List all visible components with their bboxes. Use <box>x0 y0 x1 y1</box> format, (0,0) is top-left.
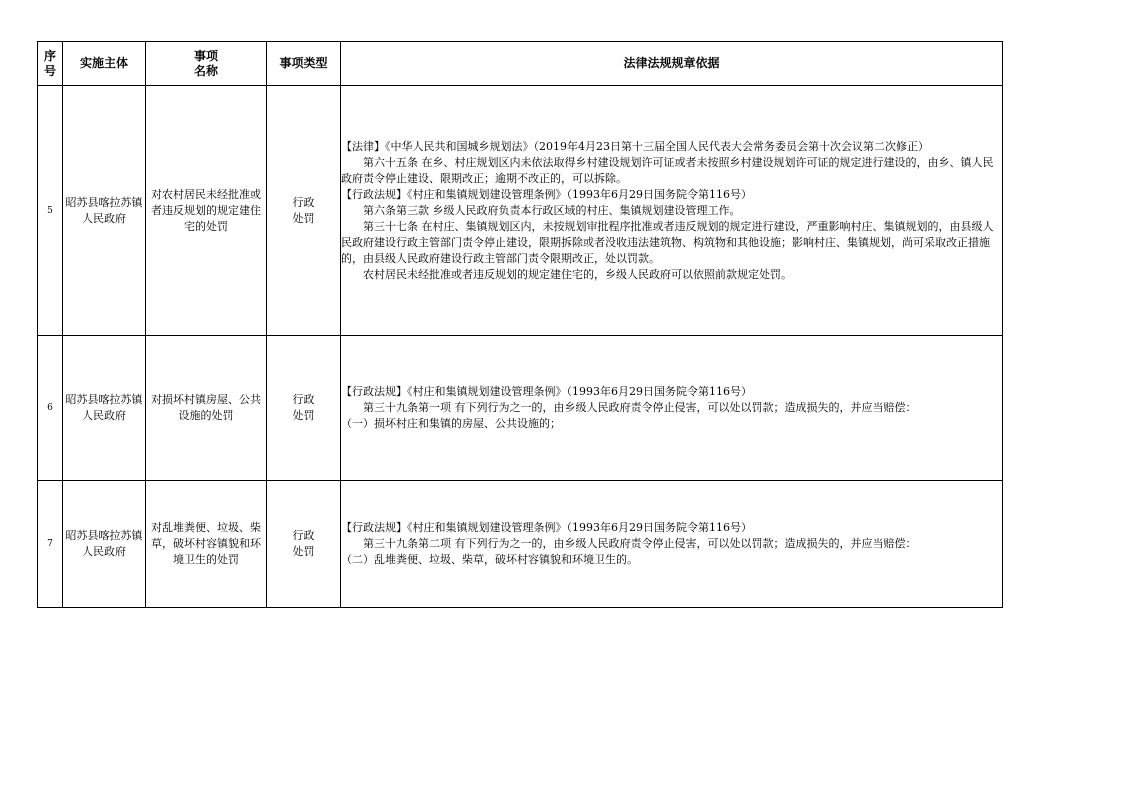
row-item: 对乱堆粪便、垃圾、柴草，破坏村容镇貌和环境卫生的处罚 <box>146 481 267 608</box>
table-row <box>38 86 1003 336</box>
header-seq: 序 号 <box>38 42 63 86</box>
row-type: 行政 处罚 <box>267 86 341 336</box>
header-basis: 法律法规规章依据 <box>341 42 1003 86</box>
row-basis <box>341 86 1003 336</box>
row-entity: 昭苏县喀拉苏镇人民政府 <box>63 336 146 481</box>
row-basis <box>341 481 1003 608</box>
basis-line: （一）损坏村庄和集镇的房屋、公共设施的； <box>341 417 561 430</box>
regulation-table <box>37 41 1003 608</box>
header-item: 事项 名称 <box>146 42 267 86</box>
basis-line: 第六条第三款 乡级人民政府负责本行政区域的村庄、集镇规划建设管理工作。 <box>363 203 741 217</box>
basis-line: 【行政法规】《村庄和集镇规划建设管理条例》（1993年6月29日国务院令第116号） <box>341 187 752 201</box>
basis-line: 【行政法规】《村庄和集镇规划建设管理条例》（1993年6月29日国务院令第116号） <box>341 385 752 398</box>
row-seq: 6 <box>38 336 63 481</box>
basis-line: 第三十九条第二项 有下列行为之一的，由乡级人民政府责令停止侵害，可以处以罚款；造成损失的，并应当赔偿： <box>363 537 917 550</box>
row-seq: 7 <box>38 481 63 608</box>
row-item: 对农村居民未经批准或者违反规划的规定建住宅的处罚 <box>146 86 267 336</box>
basis-line: 第六十五条 在乡、村庄规划区内未依法取得乡村建设规划许可证或者未按照乡村建设规划许可证的规定进行建设的，由乡、镇人民政府责令停止建设、限期改正；逾期不改正的，可以拆除。 <box>341 155 994 185</box>
row-entity: 昭苏县喀拉苏镇人民政府 <box>63 86 146 336</box>
row-entity: 昭苏县喀拉苏镇人民政府 <box>63 481 146 608</box>
header-row <box>38 42 1003 86</box>
row-seq: 5 <box>38 86 63 336</box>
header-entity: 实施主体 <box>63 42 146 86</box>
row-basis <box>341 336 1003 481</box>
basis-line: 农村居民未经批准或者违反规划的规定建住宅的，乡级人民政府可以依照前款规定处罚。 <box>363 267 792 281</box>
basis-line: 第三十九条第一项 有下列行为之一的，由乡级人民政府责令停止侵害，可以处以罚款；造成损失的，并应当赔偿： <box>363 401 917 414</box>
basis-line: 第三十七条 在村庄、集镇规划区内，未按规划审批程序批准或者违反规划的规定进行建设，严重影响村庄、集镇规划的，由县级人民政府建设行政主管部门责令停止建设，限期拆除或者没收违法建筑物、构筑物和其他设施；影响村庄、集镇规划，尚可采取改正措施的，由县级人民政府建设行政主管部门责令限期改正，处以罚款。 <box>341 219 994 265</box>
header-type: 事项类型 <box>267 42 341 86</box>
row-type: 行政 处罚 <box>267 481 341 608</box>
basis-line: 【行政法规】《村庄和集镇规划建设管理条例》（1993年6月29日国务院令第116号） <box>341 521 752 534</box>
basis-line: 【法律】《中华人民共和国城乡规划法》（2019年4月23日第十三届全国人民代表大会常务委员会第十次会议第二次修正） <box>341 139 929 153</box>
table-row <box>38 336 1003 481</box>
row-item: 对损坏村镇房屋、公共设施的处罚 <box>146 336 267 481</box>
row-type: 行政 处罚 <box>267 336 341 481</box>
table-row <box>38 481 1003 608</box>
basis-line: （二）乱堆粪便、垃圾、柴草，破坏村容镇貌和环境卫生的。 <box>341 553 638 566</box>
